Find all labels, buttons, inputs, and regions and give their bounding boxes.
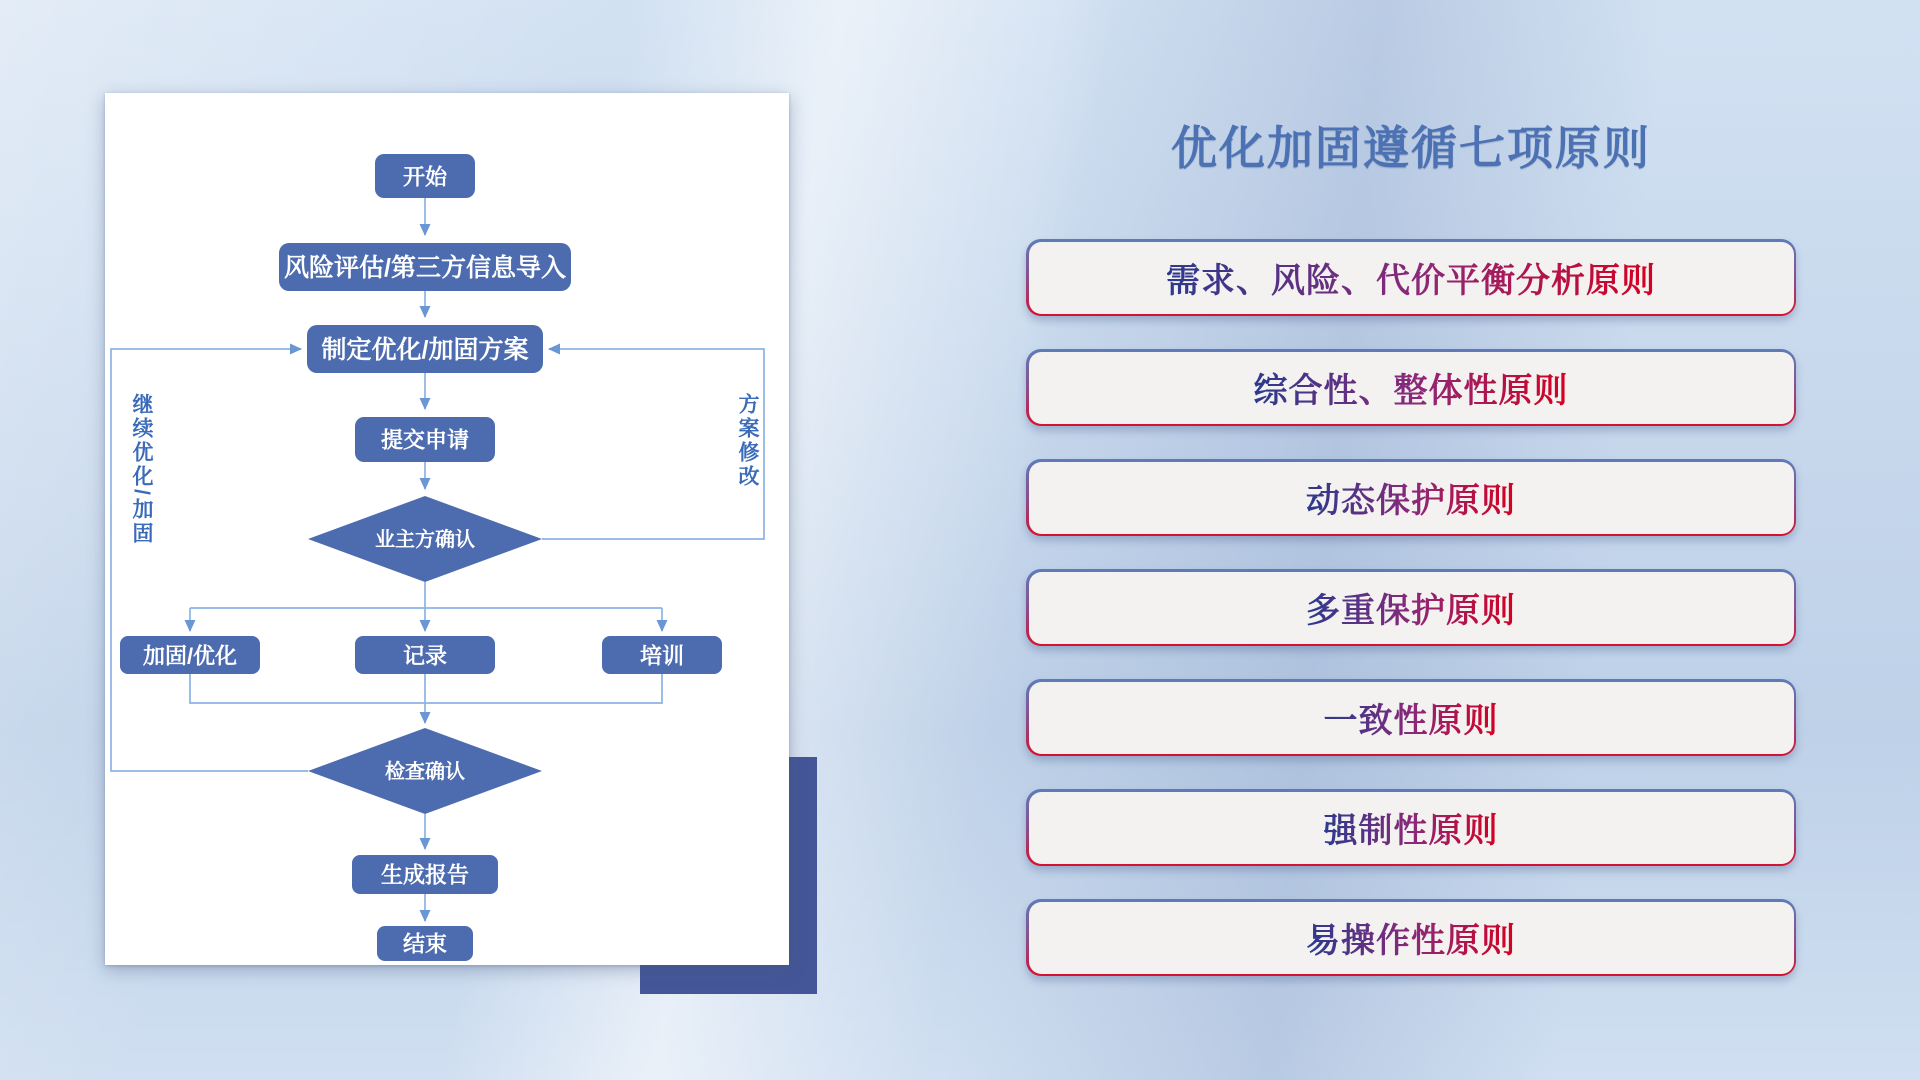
principle-item xyxy=(1026,899,1796,976)
principle-label: 动态保护原则 xyxy=(1306,473,1516,522)
node-submit-label: 提交申请 xyxy=(380,427,470,453)
loop-label-continue: 继续优化/加固 xyxy=(130,393,153,546)
node-check-label: 检查确认 xyxy=(385,761,465,783)
page-title: 优化加固遵循七项原则 xyxy=(1171,122,1651,174)
principle-label: 需求、风险、代价平衡分析原则 xyxy=(1166,253,1656,302)
principle-item xyxy=(1026,239,1796,316)
node-report-label: 生成报告 xyxy=(380,862,470,888)
principle-label: 强制性原则 xyxy=(1324,803,1499,852)
principle-item xyxy=(1026,459,1796,536)
node-record-label: 记录 xyxy=(402,643,448,669)
node-plan-label: 制定优化/加固方案 xyxy=(321,336,529,364)
node-start-label: 开始 xyxy=(402,164,448,190)
node-train-label: 培训 xyxy=(639,643,685,669)
loop-label-modify: 方案修改 xyxy=(736,393,759,489)
node-owner-label: 业主方确认 xyxy=(375,529,475,551)
principle-label: 易操作性原则 xyxy=(1306,913,1516,962)
node-reinforce-label: 加固/优化 xyxy=(142,643,238,669)
principle-label: 一致性原则 xyxy=(1324,693,1499,742)
edge-owner-split xyxy=(190,582,662,608)
node-end-label: 结束 xyxy=(402,931,448,957)
principle-item xyxy=(1026,789,1796,866)
flowchart-card xyxy=(105,93,789,965)
principle-item xyxy=(1026,569,1796,646)
principle-item xyxy=(1026,349,1796,426)
edge-join-check xyxy=(190,674,662,723)
node-risk-label: 风险评估/第三方信息导入 xyxy=(284,254,566,282)
principle-label: 综合性、整体性原则 xyxy=(1254,363,1569,412)
principle-item xyxy=(1026,679,1796,756)
flowchart xyxy=(105,93,789,965)
principle-label: 多重保护原则 xyxy=(1306,583,1516,632)
principles-list xyxy=(1026,239,1796,976)
edge-loop-modify xyxy=(542,349,764,539)
